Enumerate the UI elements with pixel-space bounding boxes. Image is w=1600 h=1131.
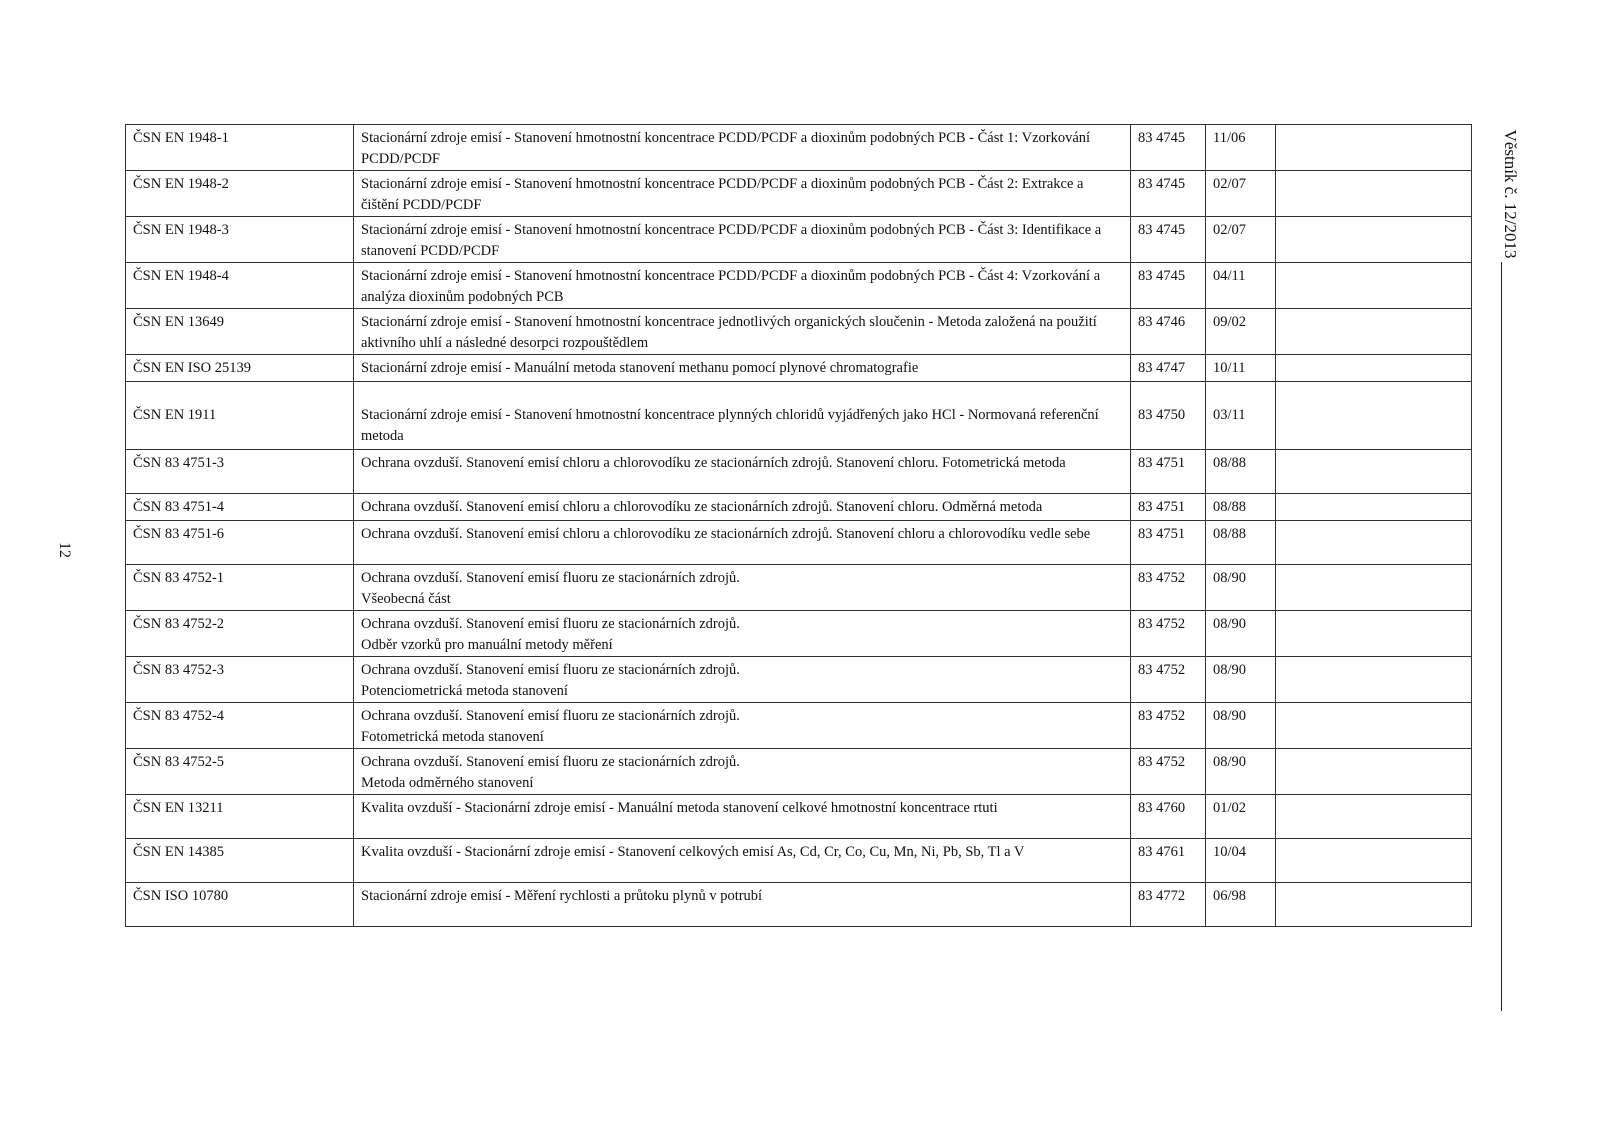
classification-number: 83 4746 — [1131, 309, 1206, 355]
standard-title: Ochrana ovzduší. Stanovení emisí chloru a chlorovodíku ze stacionárních zdrojů. Stanovení chloru. Odměrná metoda — [354, 494, 1131, 521]
issue-date: 11/06 — [1206, 125, 1276, 171]
standard-title: Ochrana ovzduší. Stanovení emisí chloru a chlorovodíku ze stacionárních zdrojů. Stanovení chloru a chlorovodíku vedle sebe — [354, 521, 1131, 565]
title-line: Ochrana ovzduší. Stanovení emisí fluoru ze stacionárních zdrojů. — [361, 570, 740, 586]
note-cell — [1276, 611, 1472, 657]
table-row — [126, 657, 1472, 703]
table-row — [126, 450, 1472, 494]
title-subline: Fotometrická metoda stanovení — [361, 729, 544, 745]
note-cell — [1276, 382, 1472, 450]
note-cell — [1276, 795, 1472, 839]
standard-code: ČSN EN 13211 — [126, 795, 354, 839]
title-subline: Metoda odměrného stanovení — [361, 775, 534, 791]
classification-number: 83 4752 — [1131, 657, 1206, 703]
note-cell — [1276, 883, 1472, 927]
title-line: Ochrana ovzduší. Stanovení emisí fluoru ze stacionárních zdrojů. — [361, 616, 740, 632]
table-row — [126, 382, 1472, 450]
table-row — [126, 795, 1472, 839]
classification-number: 83 4761 — [1131, 839, 1206, 883]
table-row — [126, 494, 1472, 521]
standard-title: Stacionární zdroje emisí - Stanovení hmotnostní koncentrace plynných chloridů vyjádřených jako HCl - Normovaná referenční metoda — [354, 382, 1131, 450]
table-row — [126, 125, 1472, 171]
standard-code: ČSN EN 1948-4 — [126, 263, 354, 309]
issue-date: 09/02 — [1206, 309, 1276, 355]
classification-number: 83 4750 — [1131, 382, 1206, 450]
standards-table — [125, 124, 1472, 927]
standard-code: ČSN 83 4751-6 — [126, 521, 354, 565]
classification-number: 83 4752 — [1131, 749, 1206, 795]
table-row — [126, 309, 1472, 355]
table-row — [126, 263, 1472, 309]
classification-number: 83 4772 — [1131, 883, 1206, 927]
issue-date: 10/04 — [1206, 839, 1276, 883]
standard-code: ČSN EN ISO 25139 — [126, 355, 354, 382]
standard-title — [354, 611, 1131, 657]
title-line: Ochrana ovzduší. Stanovení emisí fluoru ze stacionárních zdrojů. — [361, 708, 740, 724]
note-cell — [1276, 263, 1472, 309]
standard-title: Stacionární zdroje emisí - Stanovení hmotnostní koncentrace jednotlivých organických sloučenin - Metoda založená na použití aktivního uhlí a následné desorpci rozpouštědlem — [354, 309, 1131, 355]
standard-code: ČSN 83 4752-3 — [126, 657, 354, 703]
standard-title: Stacionární zdroje emisí - Měření rychlosti a průtoku plynů v potrubí — [354, 883, 1131, 927]
table-row — [126, 565, 1472, 611]
title-subline: Odběr vzorků pro manuální metody měření — [361, 637, 613, 653]
note-cell — [1276, 494, 1472, 521]
standard-title — [354, 657, 1131, 703]
issue-date: 02/07 — [1206, 217, 1276, 263]
page-number: 12 — [56, 542, 73, 558]
table-row — [126, 703, 1472, 749]
note-cell — [1276, 565, 1472, 611]
standard-code: ČSN EN 1948-3 — [126, 217, 354, 263]
standard-title — [354, 565, 1131, 611]
issue-date: 01/02 — [1206, 795, 1276, 839]
table-row — [126, 521, 1472, 565]
classification-number: 83 4751 — [1131, 521, 1206, 565]
classification-number: 83 4752 — [1131, 611, 1206, 657]
note-cell — [1276, 217, 1472, 263]
issue-date: 06/98 — [1206, 883, 1276, 927]
table-row — [126, 171, 1472, 217]
standard-title: Kvalita ovzduší - Stacionární zdroje emisí - Manuální metoda stanovení celkové hmotnostní koncentrace rtuti — [354, 795, 1131, 839]
table-row — [126, 883, 1472, 927]
title-line: Ochrana ovzduší. Stanovení emisí fluoru ze stacionárních zdrojů. — [361, 662, 740, 678]
standard-title: Kvalita ovzduší - Stacionární zdroje emisí - Stanovení celkových emisí As, Cd, Cr, Co, Cu, Mn, Ni, Pb, Sb, Tl a V — [354, 839, 1131, 883]
issue-date: 08/90 — [1206, 749, 1276, 795]
note-cell — [1276, 171, 1472, 217]
standard-code: ČSN 83 4752-2 — [126, 611, 354, 657]
standard-title: Stacionární zdroje emisí - Stanovení hmotnostní koncentrace PCDD/PCDF a dioxinům podobných PCB - Část 1: Vzorkování PCDD/PCDF — [354, 125, 1131, 171]
standard-code: ČSN EN 14385 — [126, 839, 354, 883]
issue-date: 08/88 — [1206, 521, 1276, 565]
classification-number: 83 4752 — [1131, 703, 1206, 749]
issue-date: 08/88 — [1206, 450, 1276, 494]
classification-number: 83 4752 — [1131, 565, 1206, 611]
note-cell — [1276, 703, 1472, 749]
table-row — [126, 217, 1472, 263]
classification-number: 83 4751 — [1131, 450, 1206, 494]
standard-title: Stacionární zdroje emisí - Stanovení hmotnostní koncentrace PCDD/PCDF a dioxinům podobných PCB - Část 3: Identifikace a stanovení PCDD/PCDF — [354, 217, 1131, 263]
title-subline: Potenciometrická metoda stanovení — [361, 683, 568, 699]
standard-code: ČSN 83 4752-4 — [126, 703, 354, 749]
classification-number: 83 4745 — [1131, 217, 1206, 263]
standard-code: ČSN EN 1948-1 — [126, 125, 354, 171]
title-line: Ochrana ovzduší. Stanovení emisí fluoru ze stacionárních zdrojů. — [361, 754, 740, 770]
note-cell — [1276, 125, 1472, 171]
standard-code: ČSN 83 4751-4 — [126, 494, 354, 521]
running-header: Věstník č. 12/2013 — [1501, 129, 1520, 259]
note-cell — [1276, 450, 1472, 494]
issue-date: 10/11 — [1206, 355, 1276, 382]
note-cell — [1276, 839, 1472, 883]
standard-code: ČSN 83 4752-5 — [126, 749, 354, 795]
standard-title — [354, 703, 1131, 749]
standard-code: ČSN 83 4751-3 — [126, 450, 354, 494]
issue-date: 08/90 — [1206, 611, 1276, 657]
standard-title: Stacionární zdroje emisí - Manuální metoda stanovení methanu pomocí plynové chromatografie — [354, 355, 1131, 382]
issue-date: 08/90 — [1206, 657, 1276, 703]
classification-number: 83 4745 — [1131, 125, 1206, 171]
standard-title: Stacionární zdroje emisí - Stanovení hmotnostní koncentrace PCDD/PCDF a dioxinům podobných PCB - Část 2: Extrakce a čištění PCDD/PCDF — [354, 171, 1131, 217]
classification-number: 83 4745 — [1131, 171, 1206, 217]
standard-code: ČSN ISO 10780 — [126, 883, 354, 927]
standard-title: Ochrana ovzduší. Stanovení emisí chloru a chlorovodíku ze stacionárních zdrojů. Stanovení chloru. Fotometrická metoda — [354, 450, 1131, 494]
issue-date: 08/90 — [1206, 703, 1276, 749]
issue-date: 02/07 — [1206, 171, 1276, 217]
standard-code: ČSN 83 4752-1 — [126, 565, 354, 611]
note-cell — [1276, 749, 1472, 795]
table-row — [126, 749, 1472, 795]
standard-code: ČSN EN 1948-2 — [126, 171, 354, 217]
table-row — [126, 355, 1472, 382]
issue-date: 04/11 — [1206, 263, 1276, 309]
issue-date: 08/90 — [1206, 565, 1276, 611]
note-cell — [1276, 657, 1472, 703]
standard-code: ČSN EN 13649 — [126, 309, 354, 355]
table-row — [126, 611, 1472, 657]
issue-date: 03/11 — [1206, 382, 1276, 450]
classification-number: 83 4751 — [1131, 494, 1206, 521]
table-row — [126, 839, 1472, 883]
margin-rule — [1501, 262, 1502, 1011]
classification-number: 83 4760 — [1131, 795, 1206, 839]
classification-number: 83 4747 — [1131, 355, 1206, 382]
note-cell — [1276, 355, 1472, 382]
standard-title — [354, 749, 1131, 795]
standard-title: Stacionární zdroje emisí - Stanovení hmotnostní koncentrace PCDD/PCDF a dioxinům podobných PCB - Část 4: Vzorkování a analýza dioxinům podobných PCB — [354, 263, 1131, 309]
note-cell — [1276, 309, 1472, 355]
note-cell — [1276, 521, 1472, 565]
issue-date: 08/88 — [1206, 494, 1276, 521]
title-subline: Všeobecná část — [361, 591, 451, 607]
standard-code: ČSN EN 1911 — [126, 382, 354, 450]
classification-number: 83 4745 — [1131, 263, 1206, 309]
